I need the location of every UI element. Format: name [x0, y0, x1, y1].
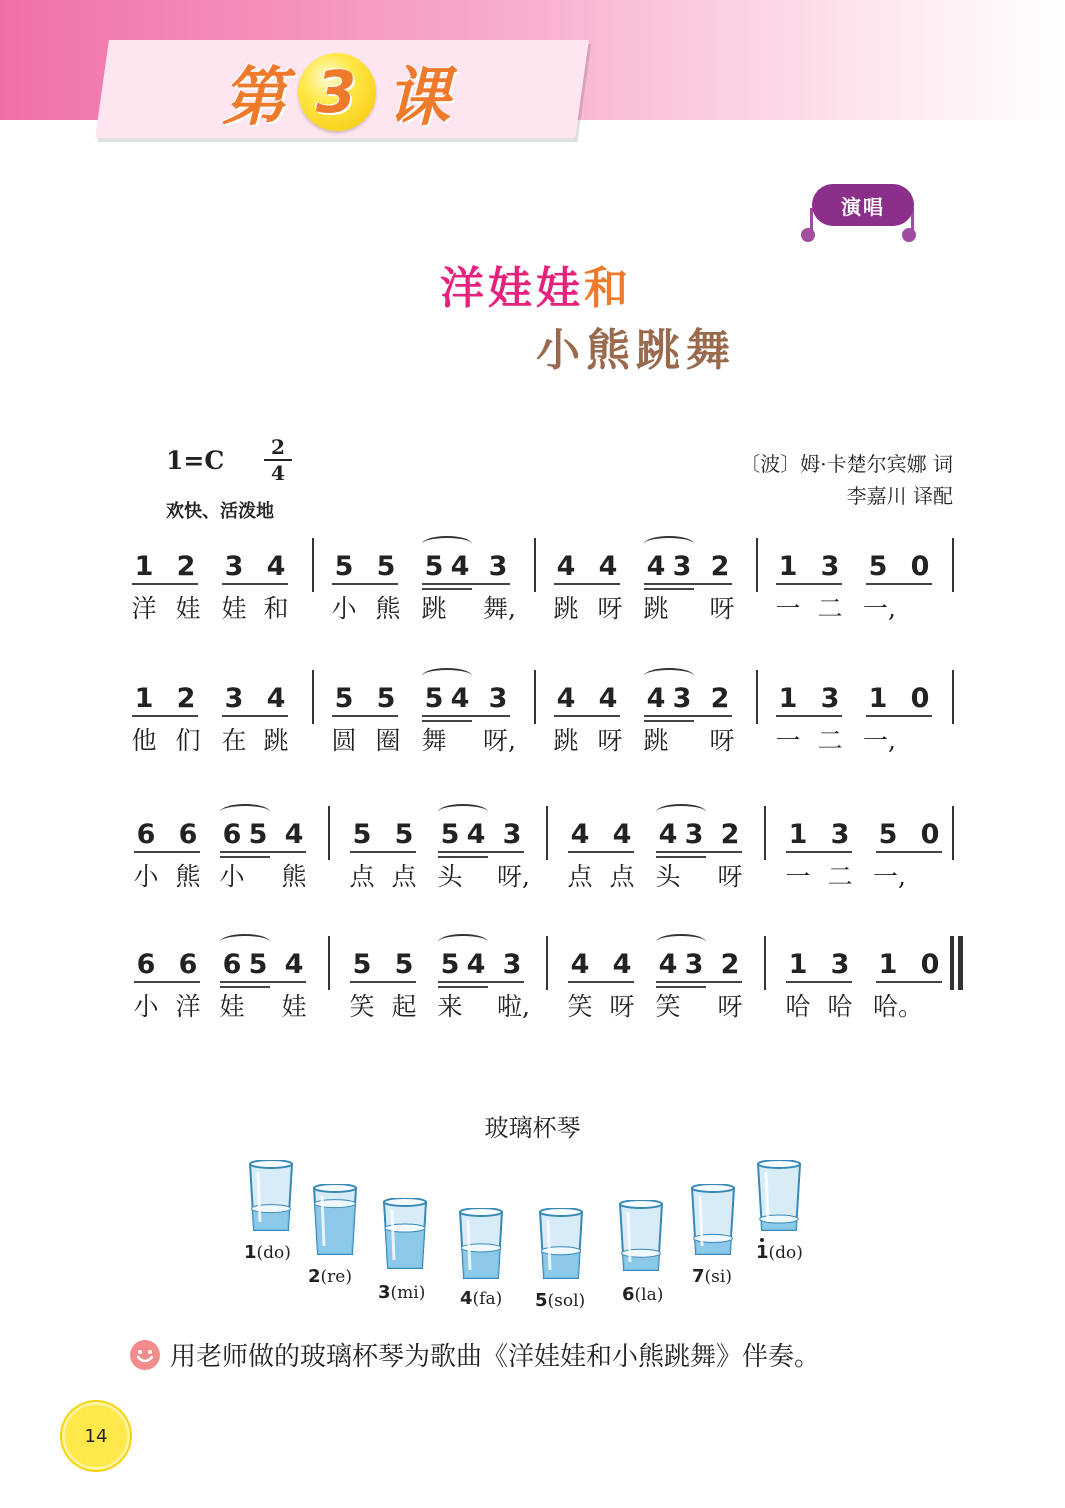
eighth-beam	[656, 981, 742, 983]
lyric-syllable: 笑	[349, 992, 375, 1021]
lyric-syllable: 二	[817, 726, 843, 755]
sixteenth-beam	[220, 986, 270, 988]
lyric-syllable: 起	[391, 992, 417, 1021]
page-number: 14	[62, 1402, 130, 1470]
eighth-beam	[644, 583, 732, 585]
glass-note-number: 7	[692, 1266, 705, 1287]
note: 2	[720, 949, 740, 980]
note: 3	[502, 949, 522, 980]
lyric-syllable: 跳	[643, 726, 669, 755]
eighth-beam	[876, 981, 942, 983]
note: 4	[570, 819, 590, 850]
eighth-beam	[422, 715, 510, 717]
lyric-syllable: 一,	[873, 862, 906, 891]
eighth-beam	[350, 851, 416, 853]
eighth-beam	[568, 851, 634, 853]
glass-note-label	[460, 1288, 502, 1309]
note: 3	[672, 551, 692, 582]
song-title-char: 洋	[440, 263, 488, 314]
note: 0	[920, 819, 940, 850]
note: 2	[710, 551, 730, 582]
note: 6	[136, 949, 156, 980]
lyric-syllable: 呀	[717, 862, 743, 891]
lyric-syllable: 熊	[281, 862, 307, 891]
slur	[438, 804, 488, 820]
music-note-head-icon-right	[902, 228, 916, 242]
eighth-beam	[422, 583, 510, 585]
glass-solfege: (la)	[634, 1285, 664, 1305]
glass-note-number: 1	[244, 1242, 257, 1263]
lyric-syllable: 一,	[863, 726, 896, 755]
note: 2	[176, 683, 196, 714]
lesson-suffix: 课	[386, 61, 452, 135]
eighth-beam	[132, 583, 198, 585]
eighth-beam	[776, 715, 842, 717]
lyric-syllable: 小	[219, 862, 245, 891]
lyric-syllable: 一	[775, 726, 801, 755]
slur	[422, 536, 472, 552]
glass-cup	[538, 1208, 584, 1284]
sixteenth-beam	[656, 986, 706, 988]
note: 1	[134, 683, 154, 714]
note: 1	[134, 551, 154, 582]
lyric-syllable: 点	[349, 862, 375, 891]
note: 0	[910, 683, 930, 714]
sixteenth-beam	[438, 986, 488, 988]
lyric-syllable: 点	[567, 862, 593, 891]
bar-line	[546, 936, 548, 990]
note: 5	[394, 819, 414, 850]
lyric-syllable: 圈	[375, 726, 401, 755]
lyric-syllable: 呀	[709, 594, 735, 623]
lyric-syllable: 熊	[375, 594, 401, 623]
note: 4	[646, 683, 666, 714]
glass-note-number: 6	[622, 1284, 635, 1305]
note: 4	[598, 551, 618, 582]
lyric-syllable: 呀	[597, 726, 623, 755]
glass-cup	[248, 1160, 294, 1236]
meter-top: 2	[271, 435, 285, 459]
sixteenth-beam	[644, 588, 694, 590]
note: 5	[352, 949, 372, 980]
note: 5	[440, 819, 460, 850]
eighth-beam	[568, 981, 634, 983]
note: 1	[788, 819, 808, 850]
eighth-beam	[350, 981, 416, 983]
lyric-syllable: 一	[785, 862, 811, 891]
note: 3	[830, 949, 850, 980]
slur	[438, 934, 488, 950]
lyric-syllable: 来	[437, 992, 463, 1021]
lyric-syllable: 舞	[421, 726, 447, 755]
eighth-beam	[866, 715, 932, 717]
note: 1	[778, 683, 798, 714]
slur	[220, 934, 270, 950]
note: 3	[684, 819, 704, 850]
note: 3	[224, 551, 244, 582]
eighth-beam	[132, 715, 198, 717]
slur	[656, 934, 706, 950]
lyric-syllable: 们	[175, 726, 201, 755]
note: 5	[334, 683, 354, 714]
lesson-title	[222, 52, 452, 135]
glass-solfege: (re)	[320, 1267, 352, 1287]
note: 6	[222, 949, 242, 980]
glass-cup	[312, 1184, 358, 1260]
eighth-beam	[866, 583, 932, 585]
eighth-beam	[554, 583, 620, 585]
lyric-syllable: 洋	[175, 992, 201, 1021]
lyric-syllable: 头	[437, 862, 463, 891]
glass-solfege: (fa)	[472, 1289, 503, 1309]
bar-line	[756, 670, 758, 724]
bar-line	[764, 806, 766, 860]
lyric-syllable: 呀,	[483, 726, 516, 755]
note: 4	[612, 819, 632, 850]
slur	[422, 668, 472, 684]
sixteenth-beam	[656, 856, 706, 858]
glass-note-number: 4	[460, 1288, 473, 1309]
eighth-beam	[134, 981, 200, 983]
lesson-prefix: 第	[222, 61, 288, 135]
note: 2	[710, 683, 730, 714]
sixteenth-beam	[422, 588, 472, 590]
lyric-syllable: 笑	[655, 992, 681, 1021]
note: 3	[488, 551, 508, 582]
lyric-syllable: 娃	[221, 594, 247, 623]
activity-instruction: 用老师做的玻璃杯琴为歌曲《洋娃娃和小熊跳舞》伴奏。	[170, 1342, 821, 1372]
note: 3	[488, 683, 508, 714]
lyric-syllable: 哈	[827, 992, 853, 1021]
eighth-beam	[332, 583, 398, 585]
bar-line	[952, 670, 954, 724]
bar-line	[534, 670, 536, 724]
glass-note-label	[622, 1284, 663, 1305]
bar-line	[312, 670, 314, 724]
eighth-beam	[134, 851, 200, 853]
eighth-beam	[438, 851, 524, 853]
slur	[656, 804, 706, 820]
note: 4	[570, 949, 590, 980]
note: 4	[466, 949, 486, 980]
lyric-syllable: 和	[263, 594, 289, 623]
sixteenth-beam	[220, 856, 270, 858]
eighth-beam	[332, 715, 398, 717]
glass-note-number: 1	[756, 1242, 769, 1263]
note: 2	[720, 819, 740, 850]
eighth-beam	[786, 981, 852, 983]
lyric-syllable: 啦,	[497, 992, 530, 1021]
glass-cup	[382, 1198, 428, 1274]
glass-note-label	[308, 1266, 352, 1287]
glass-note-label	[692, 1266, 732, 1287]
lyric-syllable: 舞,	[483, 594, 516, 623]
song-title-char: 娃	[536, 263, 584, 314]
note: 4	[658, 819, 678, 850]
note: 6	[178, 819, 198, 850]
bar-line	[952, 538, 954, 592]
bar-line	[756, 538, 758, 592]
time-signature	[264, 436, 292, 484]
note: 0	[910, 551, 930, 582]
lyric-syllable: 洋	[131, 594, 157, 623]
note: 1	[778, 551, 798, 582]
lyric-syllable: 跳	[421, 594, 447, 623]
eighth-beam	[876, 851, 942, 853]
glass-harp-title: 玻璃杯琴	[484, 1114, 581, 1142]
lyric-syllable: 他	[131, 726, 157, 755]
lyric-syllable: 头	[655, 862, 681, 891]
song-title-char: 和	[584, 263, 632, 314]
eighth-beam	[438, 981, 524, 983]
note: 5	[424, 683, 444, 714]
lyric-syllable: 呀	[709, 726, 735, 755]
eighth-beam	[656, 851, 742, 853]
glass-note-label	[244, 1242, 291, 1263]
note: 3	[820, 683, 840, 714]
lyric-syllable: 一,	[863, 594, 896, 623]
lyricist-credit: 〔波〕姆·卡楚尔宾娜 词	[740, 452, 953, 476]
glass-solfege: (mi)	[390, 1283, 426, 1303]
bar-line	[534, 538, 536, 592]
slur	[220, 804, 270, 820]
lyric-syllable: 在	[221, 726, 247, 755]
lyric-syllable: 小	[133, 862, 159, 891]
glass-cup	[756, 1160, 802, 1236]
bar-line	[546, 806, 548, 860]
note: 3	[224, 683, 244, 714]
note: 6	[136, 819, 156, 850]
glass-solfege: (sol)	[547, 1291, 586, 1311]
eighth-beam	[220, 851, 306, 853]
note: 3	[502, 819, 522, 850]
bar-line	[764, 936, 766, 990]
slur	[644, 536, 694, 552]
key-signature: 1=C	[166, 446, 225, 475]
glass-note-label	[535, 1290, 585, 1311]
sixteenth-beam	[644, 720, 694, 722]
lyric-syllable: 娃	[219, 992, 245, 1021]
note: 4	[284, 949, 304, 980]
meter-bottom: 4	[271, 461, 285, 485]
note: 4	[284, 819, 304, 850]
lyric-syllable: 哈	[785, 992, 811, 1021]
high-octave-dot	[760, 1238, 764, 1242]
glass-solfege: (do)	[768, 1243, 803, 1263]
sixteenth-beam	[422, 720, 472, 722]
music-note-head-icon	[801, 228, 815, 242]
lyric-syllable: 跳	[553, 594, 579, 623]
lyric-syllable: 呀	[717, 992, 743, 1021]
glass-cup	[690, 1184, 736, 1260]
note: 1	[868, 683, 888, 714]
lyric-syllable: 跳	[643, 594, 669, 623]
bar-line	[952, 806, 954, 860]
note: 4	[450, 551, 470, 582]
eighth-beam	[776, 583, 842, 585]
lyric-syllable: 笑	[567, 992, 593, 1021]
note: 4	[658, 949, 678, 980]
eighth-beam	[222, 715, 288, 717]
translator-credit: 李嘉川 译配	[846, 484, 953, 508]
bar-line	[952, 936, 954, 990]
note: 6	[178, 949, 198, 980]
note: 6	[222, 819, 242, 850]
note: 2	[176, 551, 196, 582]
sixteenth-beam	[438, 856, 488, 858]
lyric-syllable: 哈。	[873, 992, 924, 1021]
note: 5	[376, 683, 396, 714]
lyric-syllable: 呀	[609, 992, 635, 1021]
note: 4	[556, 683, 576, 714]
note: 5	[248, 949, 268, 980]
note: 0	[920, 949, 940, 980]
note: 5	[248, 819, 268, 850]
eighth-beam	[786, 851, 852, 853]
lyric-syllable: 点	[391, 862, 417, 891]
eighth-beam	[222, 583, 288, 585]
lyric-syllable: 熊	[175, 862, 201, 891]
lyric-syllable: 跳	[553, 726, 579, 755]
note: 5	[868, 551, 888, 582]
note: 5	[334, 551, 354, 582]
lesson-number: 3	[298, 53, 376, 131]
note: 3	[830, 819, 850, 850]
bar-line	[328, 806, 330, 860]
note: 4	[266, 683, 286, 714]
smiley-icon	[130, 1340, 160, 1370]
note: 4	[556, 551, 576, 582]
bar-line	[312, 538, 314, 592]
note: 5	[352, 819, 372, 850]
glass-note-number: 5	[535, 1290, 548, 1311]
final-bar-line	[958, 936, 963, 990]
note: 1	[788, 949, 808, 980]
lyric-syllable: 呀,	[497, 862, 530, 891]
glass-note-label	[756, 1242, 803, 1263]
final-bar-thin	[950, 936, 952, 990]
note: 3	[820, 551, 840, 582]
slur	[644, 668, 694, 684]
note: 3	[684, 949, 704, 980]
lyric-syllable: 点	[609, 862, 635, 891]
note: 1	[878, 949, 898, 980]
lyric-syllable: 一	[775, 594, 801, 623]
song-title-line1	[440, 252, 632, 316]
glass-solfege: (do)	[256, 1243, 291, 1263]
note: 5	[376, 551, 396, 582]
note: 4	[598, 683, 618, 714]
note: 5	[424, 551, 444, 582]
lyric-syllable: 小	[133, 992, 159, 1021]
note: 4	[450, 683, 470, 714]
lyric-syllable: 圆	[331, 726, 357, 755]
note: 4	[646, 551, 666, 582]
lyric-syllable: 跳	[263, 726, 289, 755]
note: 4	[266, 551, 286, 582]
eighth-beam	[554, 715, 620, 717]
tempo-marking: 欢快、活泼地	[166, 501, 274, 522]
note: 5	[394, 949, 414, 980]
glass-solfege: (si)	[704, 1267, 732, 1287]
lyric-syllable: 小	[331, 594, 357, 623]
glass-note-number: 2	[308, 1266, 321, 1287]
note: 5	[878, 819, 898, 850]
eighth-beam	[644, 715, 732, 717]
glass-cup	[618, 1200, 664, 1276]
sing-badge: 演唱	[812, 184, 914, 226]
song-title-line2: 小熊跳舞	[536, 325, 736, 376]
lyric-syllable: 呀	[597, 594, 623, 623]
note: 3	[672, 683, 692, 714]
lyric-syllable: 娃	[281, 992, 307, 1021]
glass-note-number: 3	[378, 1282, 391, 1303]
note: 4	[466, 819, 486, 850]
song-title-char: 娃	[488, 263, 536, 314]
lyric-syllable: 娃	[175, 594, 201, 623]
glass-cup	[458, 1208, 504, 1284]
bar-line	[328, 936, 330, 990]
lyric-syllable: 二	[817, 594, 843, 623]
note: 5	[440, 949, 460, 980]
eighth-beam	[220, 981, 306, 983]
lyric-syllable: 二	[827, 862, 853, 891]
glass-note-label	[378, 1282, 425, 1303]
note: 4	[612, 949, 632, 980]
